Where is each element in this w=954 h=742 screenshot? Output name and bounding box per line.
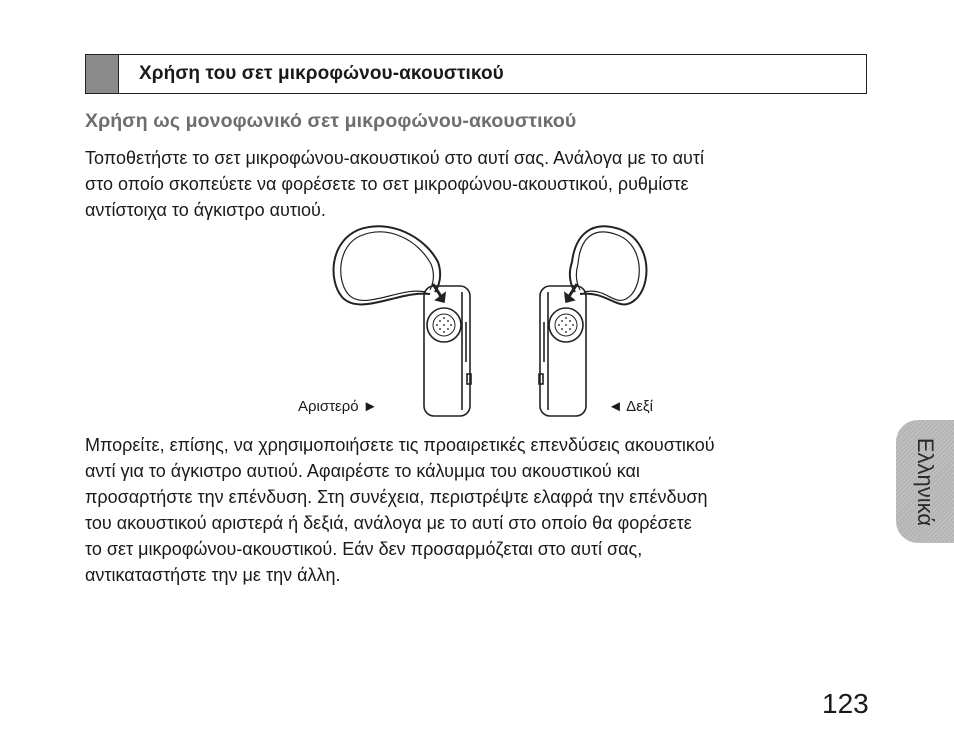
header-shade-block: [86, 55, 119, 93]
paragraph-2-line: προσαρτήστε την επένδυση. Στη συνέχεια, περιστρέψτε ελαφρά την επένδυση: [85, 487, 708, 507]
left-ear-label: Αριστερό ►: [298, 398, 378, 415]
page-number: 123: [822, 688, 869, 719]
paragraph-2-line: του ακουστικού αριστερά ή δεξιά, ανάλογα με το αυτί στο οποίο θα φορέσετε: [85, 513, 692, 533]
headset-illustration: [290, 222, 680, 422]
paragraph-2-line: αντικαταστήστε την με την άλλη.: [85, 565, 341, 585]
language-side-tab: [896, 420, 954, 543]
subheading: Χρήση ως μονοφωνικό σετ μικροφώνου-ακουστικού: [85, 110, 577, 132]
paragraph-2: [85, 432, 875, 588]
paragraph-2-line: το σετ μικροφώνου-ακουστικού. Εάν δεν προσαρμόζεται στο αυτί σας,: [85, 539, 643, 559]
right-ear-label: ◄ Δεξί: [608, 398, 653, 415]
paragraph-1-line: αντίστοιχα το άγκιστρο αυτιού.: [85, 200, 326, 220]
section-header: [85, 54, 867, 94]
language-tab-label: Ελληνικά: [913, 437, 938, 526]
left-headset-icon: [334, 226, 471, 416]
section-title: Χρήση του σετ μικροφώνου-ακουστικού: [139, 63, 504, 84]
right-headset-icon: [539, 226, 646, 416]
paragraph-2-line: αντί για το άγκιστρο αυτιού. Αφαιρέστε το κάλυμμα του ακουστικού και: [85, 461, 640, 481]
paragraph-1-line: στο οποίο σκοπεύετε να φορέσετε το σετ μικροφώνου-ακουστικού, ρυθμίστε: [85, 174, 689, 194]
left-speaker-dots: [436, 317, 452, 333]
paragraph-1: [85, 145, 875, 223]
paragraph-2-line: Μπορείτε, επίσης, να χρησιμοποιήσετε τις προαιρετικές επενδύσεις ακουστικού: [85, 435, 715, 455]
paragraph-1-line: Τοποθετήστε το σετ μικροφώνου-ακουστικού στο αυτί σας. Ανάλογα με το αυτί: [85, 148, 704, 168]
right-speaker-dots: [558, 317, 574, 333]
